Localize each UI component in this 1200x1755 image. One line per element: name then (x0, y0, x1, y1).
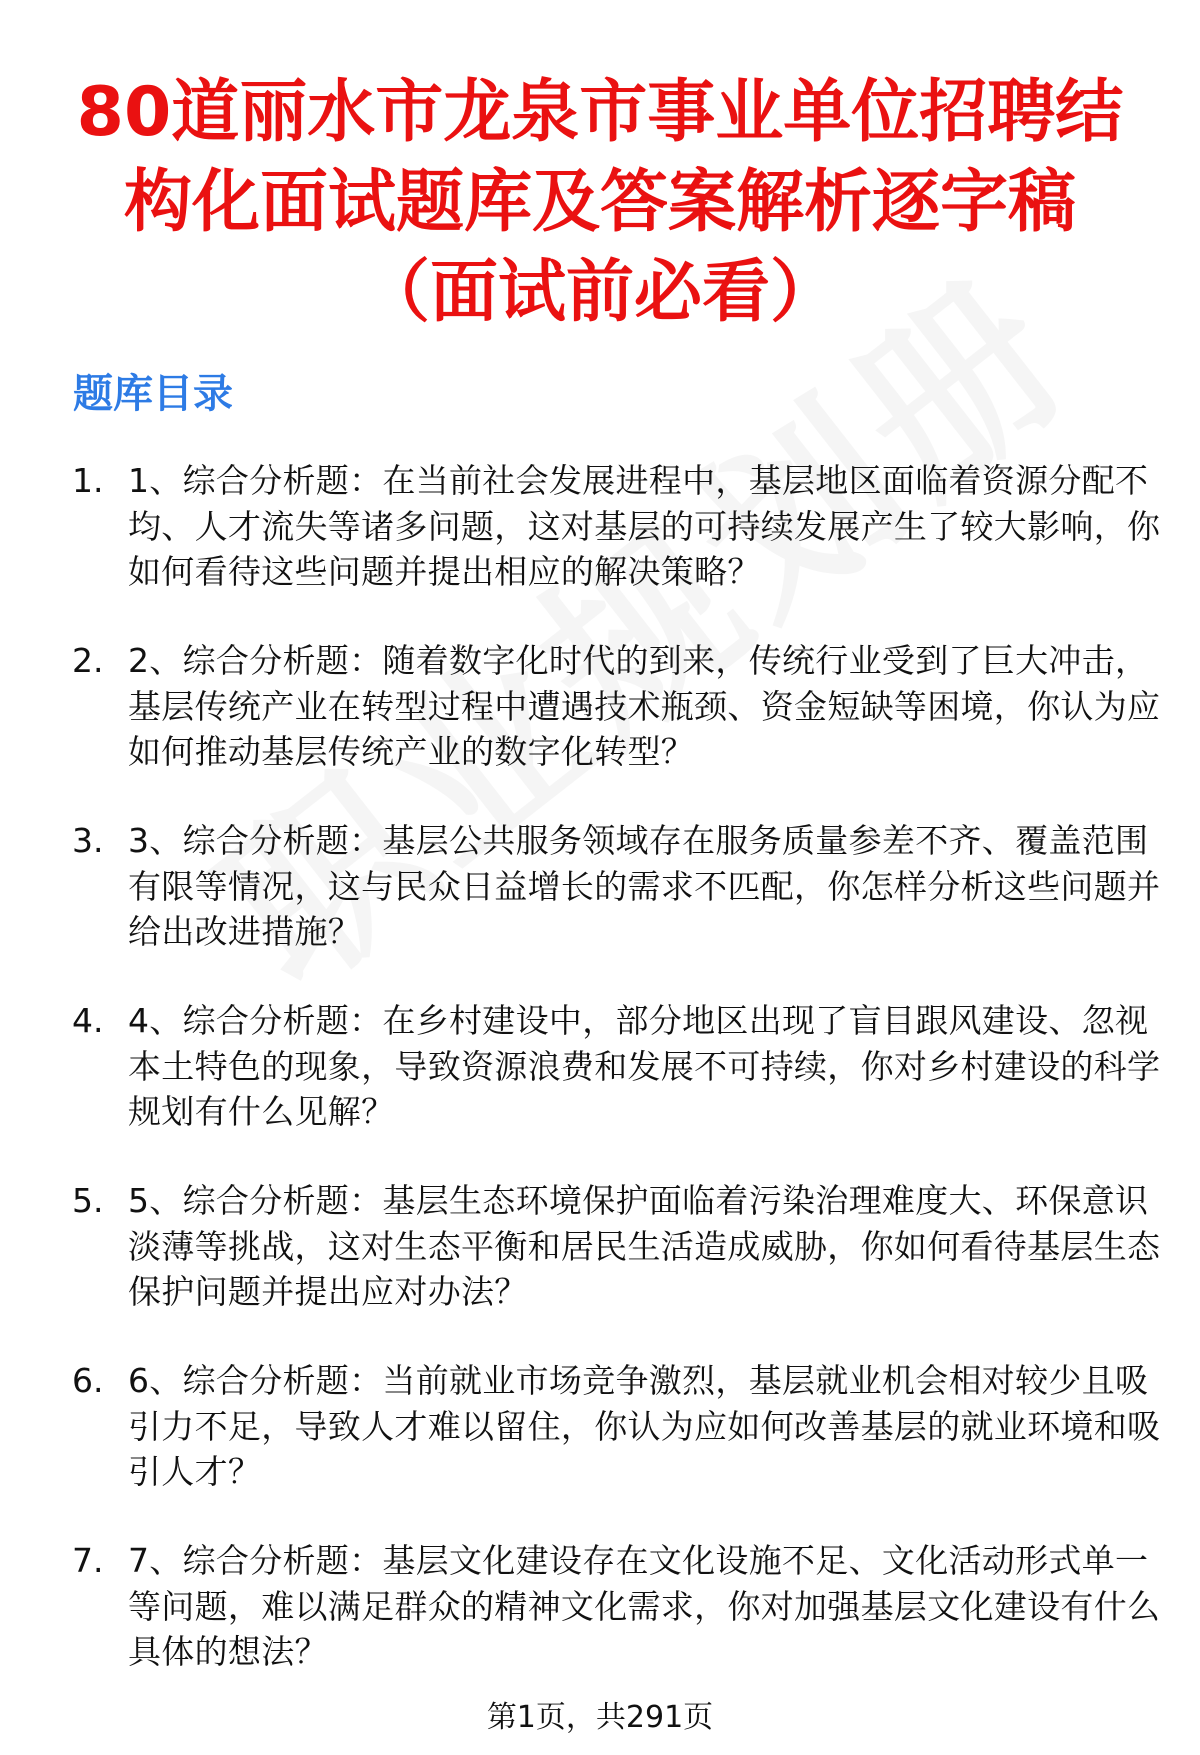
question-text: 2、综合分析题：随着数字化时代的到来，传统行业受到了巨大冲击，基层传统产业在转型过程中遭遇技术瓶颈、资金短缺等困境，你认为应如何推动基层传统产业的数字化转型？ (128, 641, 1161, 771)
question-text: 5、综合分析题：基层生态环境保护面临着污染治理难度大、环保意识淡薄等挑战，这对生态平衡和居民生活造成威胁，你如何看待基层生态保护问题并提出应对办法？ (128, 1181, 1161, 1311)
question-item-2 (72, 638, 1162, 818)
page-title: 80道丽水市龙泉市事业单位招聘结构化面试题库及答案解析逐字稿（面试前必看） (76, 73, 1124, 332)
question-item-6 (72, 1358, 1162, 1538)
question-number: 1. (72, 461, 104, 500)
question-number: 6. (72, 1361, 104, 1400)
question-text: 6、综合分析题：当前就业市场竞争激烈，基层就业机会相对较少且吸引力不足，导致人才难以留住，你认为应如何改善基层的就业环境和吸引人才？ (128, 1361, 1161, 1491)
page-footer: 第1页，共291页 (486, 1700, 714, 1735)
question-number: 4. (72, 1001, 104, 1040)
question-item-3 (72, 818, 1162, 998)
question-item-7 (72, 1538, 1162, 1718)
toc-heading: 题库目录 (73, 371, 233, 417)
question-text: 1、综合分析题：在当前社会发展进程中，基层地区面临着资源分配不均、人才流失等诸多问题，这对基层的可持续发展产生了较大影响，你如何看待这些问题并提出相应的解决策略？ (128, 461, 1161, 591)
question-item-1 (72, 458, 1162, 638)
question-text: 7、综合分析题：基层文化建设存在文化设施不足、文化活动形式单一等问题，难以满足群众的精神文化需求，你对加强基层文化建设有什么具体的想法？ (128, 1541, 1161, 1671)
question-number: 7. (72, 1541, 104, 1580)
question-item-4 (72, 998, 1162, 1178)
question-number: 5. (72, 1181, 104, 1220)
question-list (72, 458, 1162, 1718)
question-number: 2. (72, 641, 104, 680)
question-text: 3、综合分析题：基层公共服务领域存在服务质量参差不齐、覆盖范围有限等情况，这与民众日益增长的需求不匹配，你怎样分析这些问题并给出改进措施？ (128, 821, 1161, 951)
question-number: 3. (72, 821, 104, 860)
question-item-5 (72, 1178, 1162, 1358)
question-text: 4、综合分析题：在乡村建设中，部分地区出现了盲目跟风建设、忽视本土特色的现象，导致资源浪费和发展不可持续，你对乡村建设的科学规划有什么见解？ (128, 1001, 1161, 1131)
